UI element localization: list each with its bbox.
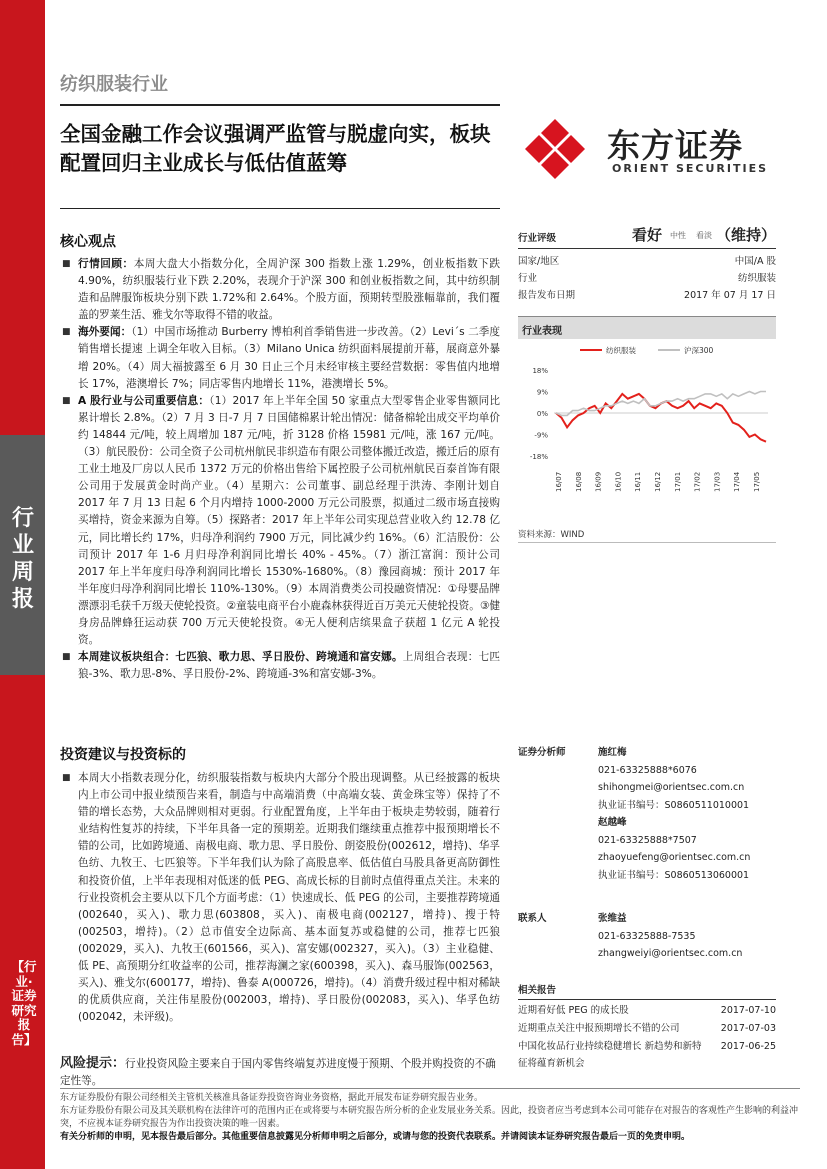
disclaimer-line: 东方证券股份有限公司及其关联机构在法律许可的范围内正在或将要与本研究报告所分析的企业发展业务关系。因此，投资者应当考虑到本公司可能存在对报告的客观性产生影响的利益冲突，不应视本证券研究报告为作出投资决策的唯一因素。	[60, 1106, 799, 1129]
header-rule	[60, 104, 500, 106]
report-title: 全国金融工作会议强调严监管与脱虚向实，板块配置回归主业成长与低估值蓝筹	[60, 122, 491, 175]
info-key: 行业	[518, 273, 538, 284]
investment-heading: 投资建议与投资标的	[60, 747, 186, 763]
list-item	[60, 649, 500, 683]
x-tick-label: 16/10	[614, 471, 623, 492]
footer-rule	[60, 1088, 800, 1089]
risk-label: 风险提示：	[60, 1056, 126, 1071]
related-heading: 相关报告	[518, 982, 776, 1000]
investment-list	[60, 770, 500, 1026]
y-tick-label: -9%	[534, 431, 548, 440]
logo-chinese: 东方证券	[607, 126, 743, 165]
related-item[interactable]	[518, 1002, 776, 1020]
risk-text: 行业投资风险主要来自于国内零售终端复苏进度慢于预期、个股并购投资的不确定性等。	[60, 1058, 496, 1087]
related-date: 2017-06-25	[720, 1041, 776, 1052]
chart-title: 行业表现	[522, 326, 562, 337]
rating-status: （维持）	[715, 226, 776, 244]
info-key: 国家/地区	[518, 256, 560, 267]
list-item	[60, 324, 500, 392]
disclaimer	[60, 1092, 800, 1144]
related-title: 中国化妆品行业持续稳健增长 新趋势和新特征将蕴育新机会	[518, 1041, 702, 1069]
industry-performance-chart	[518, 338, 776, 528]
x-tick-label: 16/11	[634, 471, 643, 492]
info-row	[518, 270, 776, 287]
x-tick-label: 16/12	[654, 471, 662, 492]
title-rule	[60, 208, 500, 209]
info-row	[518, 287, 776, 304]
related-item[interactable]	[518, 1020, 776, 1038]
contact-phone: 021-63325888-7535	[598, 930, 696, 942]
y-tick-label: 9%	[536, 388, 548, 397]
analyst-name: 施红梅	[598, 747, 627, 758]
item-label: 海外要闻：	[78, 326, 132, 339]
item-text: （1）中国市场推动 Burberry 博柏利首季销售进一步改善。（2）Levi´s 二季度销售增长提速 上调全年收入目标。（3）Milano Unica 纺织面料展提前开幕，展商意外暴增 20%。（4）周大福披露至 6 月 30 日止三个月未经审核主要经营数据：零售值内地增长 17%，港澳增长 7%；同店零售内地增长 11%，港澳增长 5%。	[78, 326, 500, 390]
analyst-label: 证券分析师	[518, 747, 566, 758]
contact-name: 张维益	[598, 913, 627, 924]
industry-name: 纺织服装行业	[60, 74, 168, 95]
analyst-email[interactable]: shihongmei@orientsec.com.cn	[598, 782, 745, 793]
contact-email[interactable]: zhangweiyi@orientsec.com.cn	[598, 948, 743, 959]
rating-option-bearish: 看淡	[696, 231, 712, 240]
x-tick-label: 17/02	[693, 471, 702, 492]
orient-logo-icon	[525, 117, 603, 179]
contact-label: 联系人	[518, 913, 547, 924]
related-title: 近期重点关注中报预期增长不错的公司	[518, 1023, 680, 1034]
risk-note	[60, 1055, 500, 1090]
x-tick-label: 16/08	[574, 471, 583, 492]
analyst-cert: 执业证书编号：S0860511010001	[598, 799, 750, 811]
list-item	[60, 256, 500, 324]
related-date: 2017-07-03	[720, 1023, 776, 1034]
x-tick-label: 16/07	[555, 471, 563, 492]
logo-english: ORIENT SECURITIES	[612, 162, 769, 175]
analyst-phone: 021-63325888*7507	[598, 834, 697, 846]
y-tick-label: -18%	[529, 453, 548, 461]
rating-value: 看好	[632, 226, 663, 244]
info-value: 2017 年 07 月 17 日	[684, 290, 776, 301]
disclaimer-line: 有关分析师的申明，见本报告最后部分。其他重要信息披露见分析师申明之后部分，或请与您的投资代表联系。并请阅读本证券研究报告最后一页的免责申明。	[60, 1132, 691, 1142]
related-date: 2017-07-10	[720, 1005, 776, 1016]
info-row	[518, 253, 776, 270]
core-views-list	[60, 256, 500, 683]
item-label: 本周建议板块组合：七匹狼、歌力思、孚日股份、跨境通和富安娜。	[78, 651, 403, 664]
series-line-hs300	[556, 392, 766, 416]
info-value: 纺织服装	[737, 273, 776, 284]
analyst-cert: 执业证书编号：S0860513060001	[598, 869, 750, 881]
chart-rule	[518, 542, 776, 543]
x-tick-label: 17/04	[733, 471, 742, 492]
analyst-name: 赵越峰	[598, 817, 627, 828]
report-category-label: 【行业·证券研究报告】	[11, 959, 37, 1047]
rating-option-neutral: 中性	[670, 231, 686, 240]
chart-source: 资料来源：WIND	[518, 530, 585, 540]
info-key: 报告发布日期	[518, 290, 576, 301]
series-line-textile	[556, 394, 766, 442]
legend-label: 沪深300	[684, 346, 714, 355]
report-type-label: 行业周报	[11, 506, 34, 612]
item-text: （1）2017 年上半年全国 50 家重点大型零售企业零售额同比累计增长 2.8%。（2）7 月 3 日-7 月 7 日国储棉累计轮出情况：储备棉轮出成交平均单价约 14844 元/吨，较上周增加 187 元/吨，折 3128 价格 15981 元/吨，涨 167 元/吨。（3）航民股份：公司全资子公司杭州航民非织造布有限公司整体搬迁改造，搬迁后的原有工业土地及厂房以人民币 1372 万元的价格出售给下属控股子公司杭州航民百泰首饰有限公司用于发展黄金时尚产业。（4）星期六：公司董事、副总经理于洪涛、李刚计划自 2017 年 7 月 13 日起 6 个月内增持 1000-2000 万元公司股票，拟通过二级市场直接购买增持，资金来源为自筹。（5）探路者：2017 年上半年公司实现总营业收入约 12.78 亿元，同比增长约 17%，归母净利润约 7900 万元，同比减少约 16%。（6）汇洁股份：公司预计 2017 年 1-6 月归母净利润同比增长 40% - 45%。（7）浙江富润：预计公司 2017 年上半年度归母净利润同比增长 1530%-1680%。（8）豫园商城：预计 2017 年半年度归母净利润同比增长 110%-130%。（9）本周消费类公司投融资情况：①母婴品牌漂漂羽毛获千万级天使轮投资。②童装电商平台小鹿森林获得近百万美元天使轮投资。③健身房品牌蜂狂运动获 700 万元天使轮投资。④无人便利店缤果盒子获超 1 亿元 A 轮投资。	[78, 394, 500, 647]
related-reports	[518, 982, 776, 1072]
legend-label: 纺织服装	[606, 346, 636, 355]
item-text: 上周组合表现：七匹狼-3%、歌力思-8%、孚日股份-2%、跨境通-3%和富安娜-3%。	[78, 651, 501, 681]
analyst-email[interactable]: zhaoyuefeng@orientsec.com.cn	[598, 852, 751, 863]
x-tick-label: 17/01	[673, 471, 682, 492]
info-value: 中国/A 股	[734, 256, 776, 267]
chart-header	[518, 316, 776, 339]
y-tick-label: 0%	[536, 410, 548, 418]
x-tick-label: 16/09	[594, 471, 603, 492]
list-item	[60, 393, 500, 649]
y-tick-label: 18%	[532, 367, 548, 375]
related-item[interactable]	[518, 1038, 776, 1072]
item-text: 本周大盘大小指数分化，全周沪深 300 指数上涨 1.29%，创业板指数下跌 4.90%，纺织服装行业下跌 2.20%，表现介于沪深 300 和创业板指数之间，其中纺织制造和品牌服饰板块分别下跌 1.72%和 2.64%。个股方面，预期转型股涨幅靠前，我们覆盖的罗莱生活、雅戈尔等取得不错的收益。	[78, 258, 500, 322]
x-tick-label: 17/05	[753, 471, 761, 492]
x-tick-label: 17/03	[713, 471, 722, 492]
related-title: 近期看好低 PEG 的成长股	[518, 1005, 629, 1016]
core-views-heading: 核心观点	[60, 234, 116, 250]
rating-label: 行业评级	[518, 233, 557, 244]
investment-text: ■ 本周大小指数表现分化，纺织服装指数与板块内大部分个股出现调整。从已经披露的板块内上市公司中报业绩预告来看，制造与中高端消费（中高端女装、黄金珠宝等）保持了不错的增长态势，大众品牌则相对更弱。行业配置角度，上半年由于板块走势较弱，随着行业结构性复苏的持续，下半年具备一定的预期差。近期我们继续重点推荐中报预期增长不错的公司，比如跨境通、南极电商、歌力思、孚日股份、朗姿股份(002612，增持)、华孚色纺、九牧王、七匹狼等。下半年我们认为除了高股息率、低估值白马股具备更高防御性和投资价值，上半年表现相对低迷的低 PEG、高成长标的目前时点值得重点关注。未来的行业投资机会主要从以下几个方面考虑：（1）快速成长、低 PEG 的公司，主要推荐跨境通(002640，买入)、歌力思(603808，买入)、南极电商(002127，增持)、搜于特(002503，增持)。（2）总市值安全边际高、基本面复苏或稳健的公司，推荐七匹狼(002029，买入)、九牧王(601566，买入)、富安娜(002327，买入)。（3）主业稳健、低 PE、高预期分红收益率的公司，推荐海澜之家(600398，买入)、森马服饰(002563，买入)、雅戈尔(600177，增持)、鲁泰 A(000726，增持)。（4）消费升级过程中相对稀缺的优质供应商，关注伟星股份(002003，增持)、孚日股份(002083，买入)、华孚色纺(002042，未评级)。	[60, 770, 500, 1026]
disclaimer-line: 东方证券股份有限公司经相关主管机关核准具备证券投资咨询业务资格，据此开展发布证券研究报告业务。	[60, 1093, 484, 1103]
item-label: A 股行业与公司重要信息：	[78, 394, 210, 407]
rating-panel	[518, 224, 776, 304]
item-label: 行情回顾：	[78, 258, 134, 270]
analyst-phone: 021-63325888*6076	[598, 764, 697, 776]
